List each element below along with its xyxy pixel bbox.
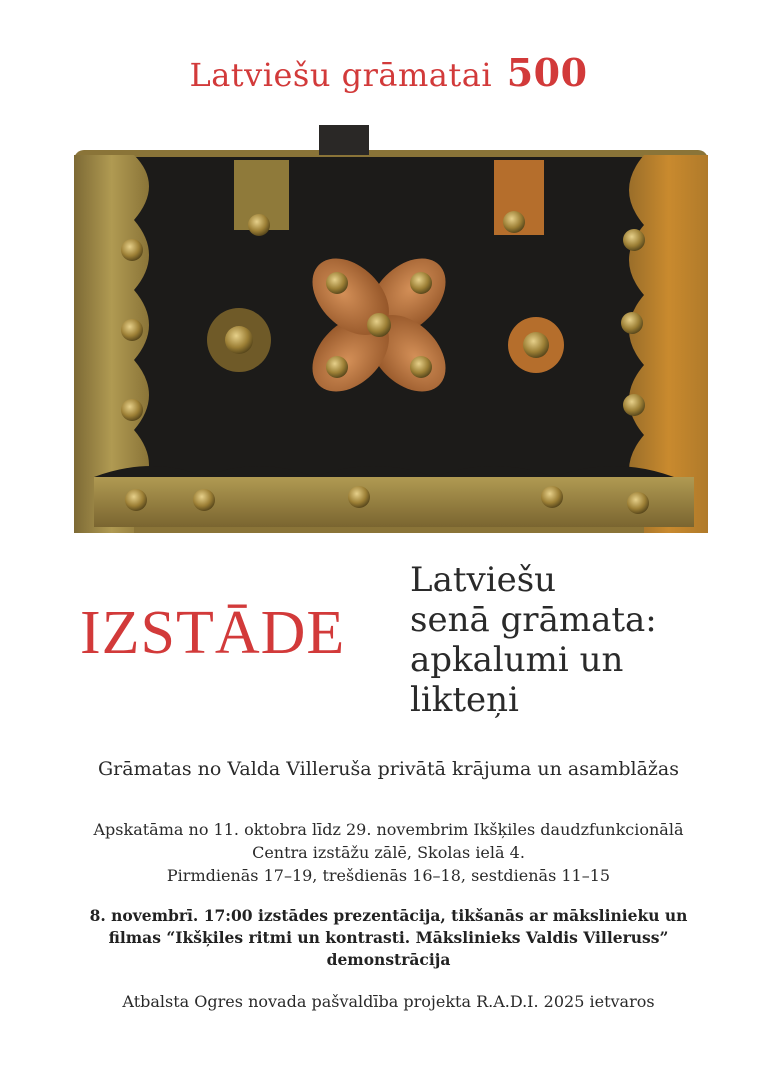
subtitle-line: likteņi — [410, 680, 519, 720]
exhibition-subtitle — [410, 560, 730, 720]
schedule-line: Pirmdienās 17–19, trešdienās 16–18, sestdienās 11–15 — [166, 866, 611, 885]
collection-tagline: Grāmatas no Valda Villeruša privātā krājuma un asamblāžas — [97, 758, 680, 780]
exhibition-label: IZSTĀDE — [80, 599, 346, 667]
antique-book-cover-image — [74, 125, 708, 533]
event-line: demonstrācija — [326, 950, 451, 969]
event-line: 8. novembrī. 17:00 izstādes prezentācija, tikšanās ar mākslinieku un — [89, 906, 688, 925]
poster-title-text: Latviešu grāmatai — [189, 56, 493, 94]
poster-title-number: 500 — [506, 50, 588, 95]
schedule-line: Apskatāma no 11. oktobra līdz 29. novembrim Ikšķiles daudzfunkcionālā — [93, 820, 684, 839]
schedule-line: Centra izstāžu zālē, Skolas ielā 4. — [252, 843, 525, 862]
subtitle-line: senā grāmata: — [410, 600, 657, 640]
event-line: filmas “Ikšķiles ritmi un kontrasti. Mākslinieks Valdis Villeruss” — [108, 928, 669, 947]
subtitle-line: apkalumi un — [410, 640, 624, 680]
subtitle-line: Latviešu — [410, 560, 557, 600]
poster-title — [0, 50, 777, 95]
schedule-info — [40, 818, 737, 887]
event-announcement — [50, 905, 727, 971]
support-credit: Atbalsta Ogres novada pašvaldība projekta R.A.D.I. 2025 ietvaros — [122, 992, 655, 1011]
